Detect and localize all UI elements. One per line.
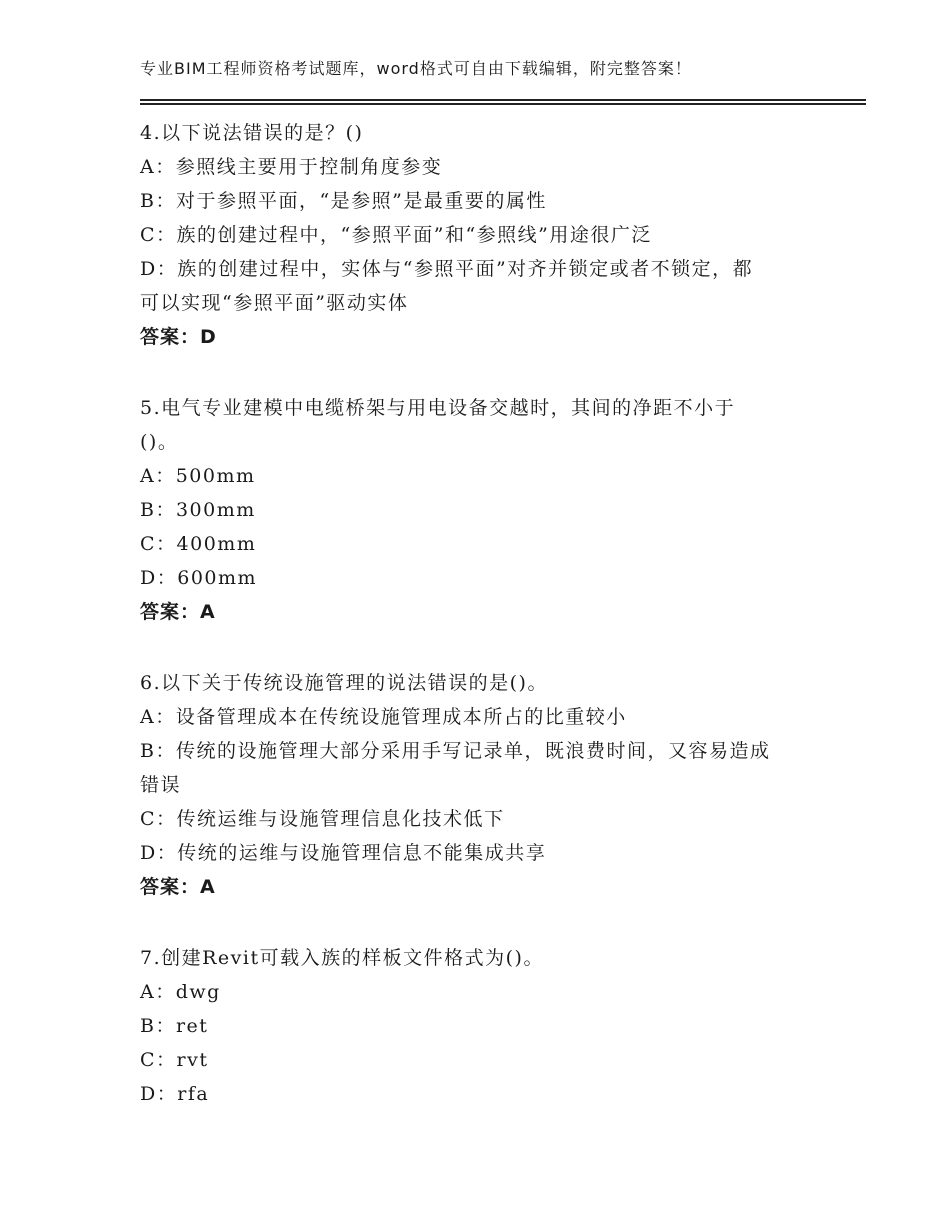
correct-answer: 答案：A bbox=[140, 601, 216, 623]
correct-answer: 答案：D bbox=[140, 326, 217, 348]
answer-option: B：300mm bbox=[140, 499, 256, 521]
header-divider-top bbox=[140, 99, 866, 101]
answer-option: A：参照线主要用于控制角度参变 bbox=[140, 156, 443, 178]
answer-option: C：族的创建过程中，“参照平面”和“参照线”用途很广泛 bbox=[140, 224, 652, 246]
question-block bbox=[140, 666, 840, 904]
question-block bbox=[140, 116, 840, 354]
answer-option: D：族的创建过程中，实体与“参照平面”对齐并锁定或者不锁定，都 bbox=[140, 258, 754, 280]
answer-option: C：传统运维与设施管理信息化技术低下 bbox=[140, 808, 505, 830]
header-divider-bottom bbox=[140, 103, 866, 105]
question-stem: ()。 bbox=[140, 431, 179, 453]
answer-option: B：ret bbox=[140, 1015, 209, 1037]
correct-answer: 答案：A bbox=[140, 876, 216, 898]
answer-option: D：rfa bbox=[140, 1083, 210, 1105]
answer-option: 错误 bbox=[140, 774, 182, 796]
answer-option: D：传统的运维与设施管理信息不能集成共享 bbox=[140, 842, 547, 864]
answer-option: B：对于参照平面，“是参照”是最重要的属性 bbox=[140, 190, 547, 212]
question-stem: 7.创建Revit可载入族的样板文件格式为()。 bbox=[140, 947, 544, 969]
question-list bbox=[140, 116, 840, 1148]
answer-option: A：500mm bbox=[140, 465, 256, 487]
question-block bbox=[140, 941, 840, 1111]
answer-option: A：dwg bbox=[140, 981, 221, 1003]
page-header: 专业BIM工程师资格考试题库，word格式可自由下载编辑，附完整答案！ bbox=[140, 59, 692, 78]
question-stem: 4.以下说法错误的是？() bbox=[140, 122, 364, 144]
answer-option: C：400mm bbox=[140, 533, 257, 555]
answer-option: A：设备管理成本在传统设施管理成本所占的比重较小 bbox=[140, 706, 627, 728]
answer-option: D：600mm bbox=[140, 567, 258, 589]
answer-option: C：rvt bbox=[140, 1049, 209, 1071]
question-block bbox=[140, 391, 840, 629]
answer-option: 可以实现“参照平面”驱动实体 bbox=[140, 292, 409, 314]
answer-option: B：传统的设施管理大部分采用手写记录单，既浪费时间，又容易造成 bbox=[140, 740, 771, 762]
question-stem: 5.电气专业建模中电缆桥架与用电设备交越时，其间的净距不小于 bbox=[140, 397, 736, 419]
question-stem: 6.以下关于传统设施管理的说法错误的是()。 bbox=[140, 672, 548, 694]
